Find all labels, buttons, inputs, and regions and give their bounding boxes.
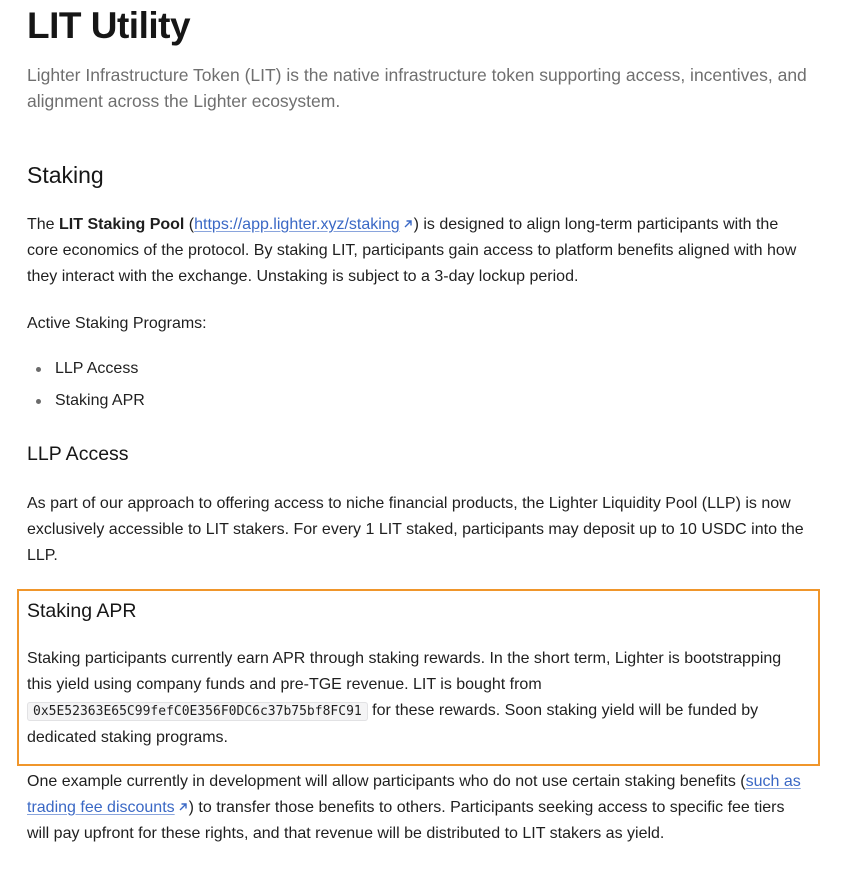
staking-apr-suffix: for these rewards. Soon staking yield will be funded by dedicated staking programs. — [27, 702, 759, 746]
staking-apr-prefix: Staking participants currently earn APR through staking rewards. In the short term, Lighter is bootstrapping this yield using company funds and pre-TGE revenue. LIT is bought from — [27, 650, 782, 693]
example-paragraph — [27, 769, 807, 847]
staking-pool-link[interactable] — [194, 216, 413, 233]
bullet-icon — [36, 399, 41, 404]
staking-apr-heading: Staking APR — [27, 600, 137, 622]
staking-intro-prefix: The — [27, 216, 60, 233]
fee-discounts-link-text[interactable]: such as trading fee discounts — [27, 773, 801, 816]
page-title: LIT Utility — [27, 5, 191, 46]
staking-apr-highlight-box — [17, 589, 820, 766]
list-item — [27, 356, 145, 388]
staking-heading: Staking — [27, 162, 104, 188]
program-item-llp-access: LLP Access — [55, 360, 139, 377]
buyback-address-code: 0x5E52363E65C99fefC0E356F0DC6c37b75bf8FC91 — [27, 702, 368, 721]
example-suffix: ) to transfer those benefits to others. Participants seeking access to specific fee tiers will pay upfront for these rights, and that revenue will be distributed to LIT stakers as yield. — [27, 799, 785, 842]
llp-access-paragraph: As part of our approach to offering access to niche financial products, the Lighter Liquidity Pool (LLP) is now exclusively accessible to LIT stakers. For every 1 LIT staked, participants may deposit up to 10 USDC into the LLP. — [27, 495, 804, 564]
paren-open: ( — [184, 216, 195, 233]
page-subtitle: Lighter Infrastructure Token (LIT) is the native infrastructure token supporting access, incentives, and alignment across the Lighter ecosystem. — [27, 65, 807, 111]
bullet-icon — [36, 367, 41, 372]
programs-label: Active Staking Programs: — [27, 315, 207, 332]
staking-intro-paragraph — [27, 212, 812, 290]
list-item — [27, 388, 145, 420]
program-item-staking-apr: Staking APR — [55, 392, 145, 409]
staking-pool-name: LIT Staking Pool — [59, 216, 185, 233]
staking-pool-link-text[interactable]: https://app.lighter.xyz/staking — [194, 216, 400, 233]
programs-list — [27, 356, 145, 420]
external-link-icon — [177, 801, 189, 813]
example-prefix: One example currently in development will allow participants who do not use certain staking benefits ( — [27, 773, 746, 790]
external-link-icon — [402, 218, 414, 230]
staking-intro-suffix: ) is designed to align long-term participants with the core economics of the protocol. By staking LIT, participants gain access to platform benefits aligned with how they interact with the exchange. Unstaking is subject to a 3-day lockup period. — [27, 216, 797, 285]
llp-access-heading: LLP Access — [27, 443, 129, 465]
